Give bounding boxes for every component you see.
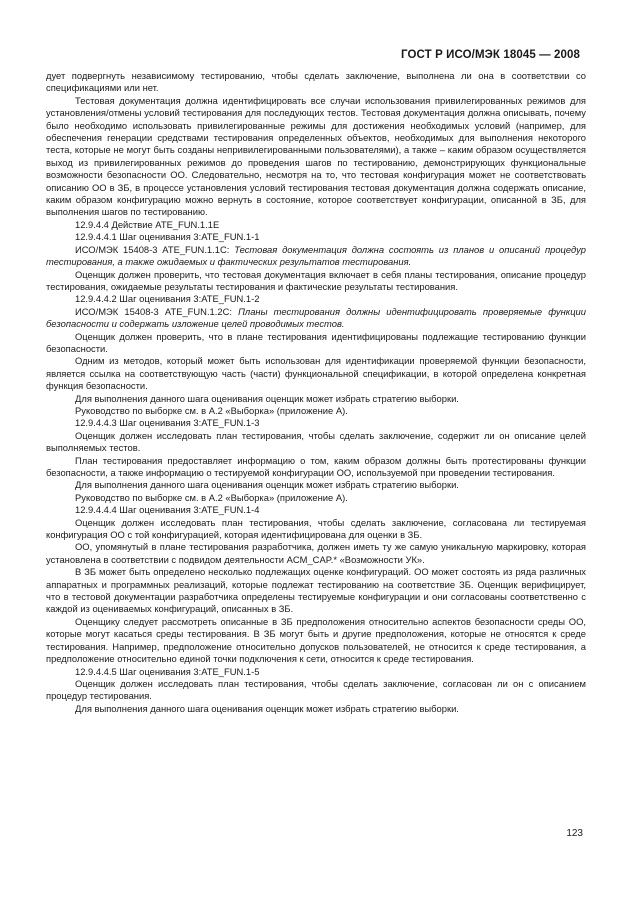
paragraph: Оценщику следует рассмотреть описанные в ЗБ предположения относительно аспектов безопасности среды ОО, которые могут касаться среды тестирования. В ЗБ могут быть и другие предположения, которые не относятся к среде тестирования. Например, предположение относительно допусков пользователей, не относится к среде тестирования, а предположение относительно единой точки подключения к сети, относится к среде тестирования. xyxy=(46,615,586,665)
paragraph: В ЗБ может быть определено несколько подлежащих оценке конфигураций. ОО может состоять из ряда различных аппаратных и программных реализаций, которые подлежат тестированию на соответствие ЗБ. Оценщик верифицирует, что в тестовой документации разработчика определены тестируемые конфигурации и они согласованы соответственно с каждой из оцениваемых конфигураций, описанных в ЗБ. xyxy=(46,566,586,615)
requirement-text: Тестовая документация должна состоять из планов и описаний процедур тестирования, а также ожидаемых и фактических результатов тестирования. xyxy=(46,243,586,268)
requirement-text: Планы тестирования должны идентифицировать проверяемые функции безопасности и содержать изложение целей проводимых тестов. xyxy=(46,305,586,330)
paragraph: дует подвергнуть независимому тестированию, чтобы сделать заключение, выполнена ли она в соответствии со спецификациями или нет. xyxy=(46,70,586,94)
paragraph: Руководство по выборке см. в А.2 «Выборка» (приложение А). xyxy=(75,404,348,416)
section-heading: 12.9.4.4.3 Шаг оценивания 3:ATE_FUN.1-3 xyxy=(75,417,260,429)
paragraph: Оценщик должен исследовать план тестирования, чтобы сделать заключение, содержит ли он описание целей выполняемых тестов. xyxy=(46,429,586,454)
requirement-ref: ИСО/МЭК 15408-3 ATE_FUN.1.2C: xyxy=(75,305,239,317)
paragraph: Оценщик должен проверить, что в плане тестирования идентифицированы подлежащие тестированию функции безопасности. xyxy=(46,330,586,354)
requirement-paragraph xyxy=(46,244,586,269)
standard-header: ГОСТ Р ИСО/МЭК 18045 — 2008 xyxy=(401,49,580,61)
paragraph: Для выполнения данного шага оценивания оценщик может избрать стратегию выборки. xyxy=(75,702,459,714)
paragraph: Оценщик должен исследовать план тестирования, чтобы сделать заключение, согласован ли он с описанием процедур тестирования. xyxy=(46,677,586,702)
section-heading: 12.9.4.4.2 Шаг оценивания 3:ATE_FUN.1-2 xyxy=(75,293,260,305)
paragraph: Оценщик должен проверить, что тестовая документация включает в себя планы тестирования, описание процедур тестирования, ожидаемые результаты тестирования и фактические результаты тестирования. xyxy=(46,268,586,292)
section-heading: 12.9.4.4.4 Шаг оценивания 3:ATE_FUN.1-4 xyxy=(75,504,260,516)
section-heading: 12.9.4.4 Действие ATE_FUN.1.1E xyxy=(75,218,220,230)
requirement-ref: ИСО/МЭК 15408-3 ATE_FUN.1.1C: xyxy=(75,243,235,255)
paragraph: Одним из методов, который может быть использован для идентификации проверяемой функции безопасности, является ссылка на соответствующую часть (части) функциональной спецификации, в которой определена конкретная функция безопасности. xyxy=(46,355,586,392)
page-number: 123 xyxy=(566,828,583,839)
paragraph: Оценщик должен исследовать план тестирования, чтобы сделать заключение, согласована ли тестируемая конфигурация ОО с той конфигурацией, которая идентифицирована для оценки в ЗБ. xyxy=(46,516,586,541)
paragraph: Руководство по выборке см. в А.2 «Выборка» (приложение А). xyxy=(75,491,348,503)
paragraph: Для выполнения данного шага оценивания оценщик может избрать стратегию выборки. xyxy=(75,392,459,404)
paragraph: Тестовая документация должна идентифицировать все случаи использования привилегированных режимов для установления/отмены условий тестирования для последующих тестов. Тестовая документация должна описывать, почему было необходимо использовать привилегированные режимы для достижения необходимых условий (например, для обеспечения генерации средствами тестирования определенных объектов, необходимых для выполнения некоторого теста, которые не могут быть созданы непривилегированными пользователями), а также – каким образом осуществляется выход из привилегированных режимов до проведения шагов по тестированию, демонстрирующих функциональные возможности безопасности ОО. Следовательно, несмотря на то, что тестовая конфигурация может не соответствовать описанию ОО в ЗБ, в процессе установления условий тестирования тестовая документация должна содержать описание, каким образом конфигурацию можно вернуть в состояние, которое соответствует конфигурации, описанной в ЗБ, для выполнения шагов по тестированию. xyxy=(46,94,586,218)
document-body xyxy=(46,70,586,715)
paragraph: ОО, упомянутый в плане тестирования разработчика, должен иметь ту же самую уникальную маркировку, которая установлена в соответствии с подвидом деятельности ACM_CAP.* «Возможности УК». xyxy=(46,541,586,565)
section-heading: 12.9.4.4.1 Шаг оценивания 3:ATE_FUN.1-1 xyxy=(75,231,260,243)
paragraph: План тестирования предоставляет информацию о том, каким образом должны быть протестированы функции безопасности, а также информацию о тестируемой конфигурации ОО, используемой при проведении тестирования. xyxy=(46,454,586,478)
section-heading: 12.9.4.4.5 Шаг оценивания 3:ATE_FUN.1-5 xyxy=(75,665,260,677)
requirement-paragraph xyxy=(46,306,586,331)
paragraph: Для выполнения данного шага оценивания оценщик может избрать стратегию выборки. xyxy=(75,479,459,491)
